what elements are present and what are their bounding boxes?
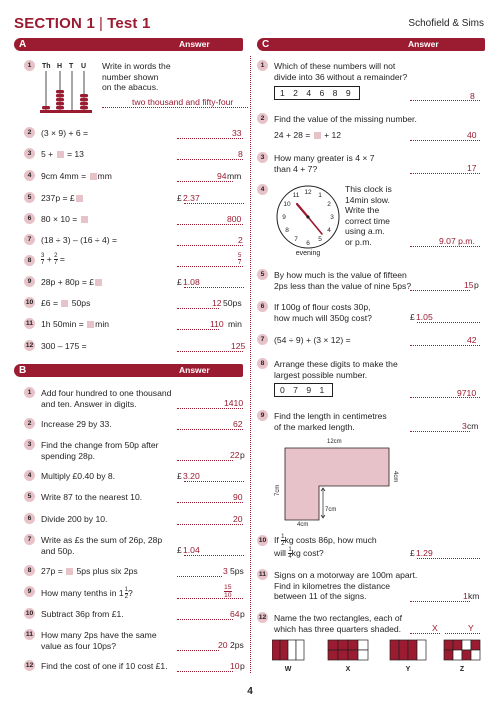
abacus-label-t: T: [69, 63, 74, 70]
abacus-label-th: Th: [42, 63, 51, 70]
question-text: Arrange these digits to make the largest possible number.: [274, 359, 398, 380]
question-number: 8: [24, 565, 35, 576]
answer-line: [177, 640, 219, 651]
answer-value: 9.07 p.m.: [439, 236, 475, 246]
missing-box: [66, 568, 73, 575]
digits-box: 0 7 9 1: [274, 383, 333, 397]
question-number: 5: [24, 491, 35, 502]
answer-line: [445, 623, 480, 634]
answer-value: 8: [238, 149, 243, 159]
question-text: Signs on a motorway are 100m apart. Find in kilometres the distance between 11 of the signs.: [274, 570, 418, 601]
label-inner: 7cm: [325, 507, 337, 513]
question-number: 7: [24, 234, 35, 245]
question-text: Multiply £0.40 by 8.: [41, 471, 116, 481]
page-title: [14, 15, 151, 32]
question-number: 5: [257, 269, 268, 280]
answer-value: 9710: [457, 388, 477, 398]
question-text: (3 × 9) + 6 =: [41, 128, 89, 138]
question-text: 27p = 5ps plus six 2ps: [41, 566, 138, 576]
question-text: This clock is 14min slow. Write the correct time using a.m. or p.m.: [345, 184, 392, 247]
question-number: 2: [257, 113, 268, 124]
question-number: 3: [257, 152, 268, 163]
answer-value: 22: [230, 450, 240, 460]
answer-value: 8: [470, 91, 475, 101]
answer-value: 800: [227, 214, 242, 224]
question-number: 7: [24, 534, 35, 545]
question-number: 5: [24, 192, 35, 203]
svg-text:3: 3: [330, 214, 334, 221]
question-text: 1h 50min = min: [41, 319, 110, 329]
column-divider: [250, 56, 251, 673]
missing-box: [87, 321, 94, 328]
answer-value: 1.08: [183, 277, 200, 287]
answer-value: 40: [467, 130, 477, 140]
answer-value: Y: [468, 623, 474, 633]
question-number: 2: [24, 127, 35, 138]
question-text: By how much is the value of fifteen 2ps less than the value of nine 5ps?: [274, 270, 412, 291]
question-number: 9: [24, 276, 35, 287]
answer-value: 125: [231, 341, 246, 351]
answer-value: 64: [230, 609, 240, 619]
question-number: 10: [25, 299, 34, 306]
svg-text:9: 9: [282, 214, 286, 221]
answer-line: [177, 149, 243, 160]
section-b: [24, 387, 249, 677]
answer-prefix: £: [177, 471, 182, 481]
answer-line: [177, 661, 233, 672]
question-text: 237p = £: [41, 193, 84, 204]
svg-text:2: 2: [327, 201, 331, 208]
answer-line: [177, 256, 243, 267]
answer-value: 3.20: [183, 471, 200, 481]
missing-box: [61, 300, 68, 307]
svg-text:7: 7: [294, 236, 298, 243]
question-text: Add four hundred to one thousand and ten. Answer in digits.: [41, 388, 172, 409]
answer-unit: p: [240, 661, 245, 671]
question-text: Find the value of the missing number.: [274, 114, 417, 124]
label-bottom: 4cm: [297, 522, 309, 528]
question-text: 9cm 4mm = mm: [41, 171, 112, 181]
question-text: Which of these numbers will not divide into 36 without a remainder?: [274, 61, 408, 82]
answer-value: 33: [232, 128, 242, 138]
question-number: 9: [24, 586, 35, 597]
fraction: $\frac{1}{2}$: [281, 534, 285, 548]
question-number: 7: [257, 334, 268, 345]
question-text-line: Write in words the: [102, 61, 171, 71]
svg-text:4: 4: [327, 227, 331, 234]
question-number: 11: [258, 571, 267, 578]
section-b-letter: B: [19, 365, 27, 376]
question-text: 300 – 175 =: [41, 341, 87, 351]
svg-text:8: 8: [285, 227, 289, 234]
answer-line: [184, 193, 244, 204]
l-shape-diagram: [271, 436, 411, 530]
svg-text:11: 11: [292, 192, 300, 199]
question-text: If $\frac{1}{2}$ kg costs 86p, how much will $\frac{1}{4}$ kg cost?: [274, 534, 377, 561]
answer-unit: km: [468, 591, 480, 601]
section-c-answer-label: Answer: [408, 39, 439, 49]
answer-value: 2: [238, 235, 243, 245]
publisher-name: Schofield & Sims: [408, 18, 484, 29]
question-text-line: number shown: [102, 71, 159, 82]
answer-value: two thousand and fifty-four: [132, 97, 234, 107]
question-text: 28p + 80p = £: [41, 277, 103, 288]
answer-unit: 5ps: [230, 566, 244, 576]
clock-image: [273, 184, 343, 258]
abacus-labels: [42, 63, 86, 70]
question-text: (54 ÷ 9) + (3 × 12) =: [274, 335, 351, 345]
question-text: How many tenths in 1 $\frac{1}{2}$ ?: [41, 587, 133, 600]
abacus-label-u: U: [81, 63, 87, 70]
question-text: How many greater is 4 × 7 than 4 + 7?: [274, 153, 375, 174]
answer-line: [177, 450, 233, 461]
answer-unit: 50ps: [223, 298, 242, 308]
answer-unit: p: [240, 450, 245, 460]
clock-caption: evening: [295, 250, 321, 257]
test-title: Test 1: [107, 15, 151, 32]
answer-prefix: £: [177, 545, 182, 555]
question-equation: 24 + 28 = + 12: [274, 130, 342, 140]
rect-label-w: W: [284, 666, 292, 673]
svg-text:1: 1: [318, 192, 322, 199]
question-text: 80 × 10 =: [41, 214, 89, 225]
section-title: SECTION 1: [14, 15, 95, 32]
rect-label-y: Y: [405, 666, 411, 673]
answer-line: [177, 588, 243, 599]
answer-prefix: £: [177, 193, 182, 203]
svg-text:12: 12: [304, 189, 312, 196]
question-text: [102, 61, 171, 93]
answer-line: [184, 277, 244, 288]
section-a: [24, 60, 249, 360]
question-text: (18 ÷ 3) – (16 ÷ 4) =: [41, 235, 118, 245]
rectangles-diagram: [272, 638, 482, 678]
answer-prefix: £: [177, 277, 182, 287]
question-text: Name the two rectangles, each of which has three quarters shaded.: [274, 613, 403, 634]
question-number: 10: [258, 537, 267, 544]
question-text: $\frac{3}{7}$ + $\frac{2}{7}$ =: [41, 253, 65, 266]
question-text: 5 + = 13: [41, 149, 84, 159]
answer-value: 90: [233, 492, 243, 502]
question-text: Subtract 36p from £1.: [41, 609, 124, 619]
section-b-answer-label: Answer: [179, 365, 210, 375]
fraction: $\frac{1}{4}$: [288, 547, 292, 561]
missing-box: [90, 173, 97, 180]
question-text: Increase 29 by 33.: [41, 419, 112, 429]
label-top: 12cm: [327, 439, 342, 445]
section-c-letter: C: [262, 39, 270, 50]
answer-value: 3: [223, 566, 228, 576]
answer-value: 1.04: [183, 545, 200, 555]
answer-prefix: £: [410, 548, 415, 558]
section-a-answer-label: Answer: [179, 39, 210, 49]
svg-text:6: 6: [306, 240, 310, 247]
answer-value: 1.05: [416, 312, 433, 322]
question-number: 8: [24, 255, 35, 266]
answer-unit: 2ps: [230, 640, 244, 650]
question-number: 6: [24, 213, 35, 224]
abacus-image: [38, 60, 98, 116]
answer-line: [417, 548, 480, 559]
section-a-letter: A: [19, 39, 27, 50]
section-c: [257, 60, 487, 685]
answer-value: 1.29: [416, 548, 433, 558]
question-text: Find the cost of one if 10 cost £1.: [41, 661, 168, 671]
section-a-bar: [14, 38, 243, 51]
question-number: 4: [24, 470, 35, 481]
svg-text:10: 10: [283, 201, 291, 208]
abacus-label-h: H: [57, 63, 63, 70]
question-number: 9: [257, 410, 268, 421]
question-number: 6: [257, 301, 268, 312]
answer-value: 1: [463, 591, 468, 601]
question-text-line: on the abacus.: [102, 82, 159, 92]
question-number: 2: [24, 418, 35, 429]
answer-unit: cm: [467, 421, 479, 431]
answer-line: [417, 312, 480, 323]
question-number: 3: [24, 439, 35, 450]
question-number: 12: [25, 342, 34, 349]
answer-value: 10: [230, 661, 240, 671]
answer-value: 12: [212, 298, 222, 308]
question-number: 3: [24, 148, 35, 159]
answer-value: 20: [218, 640, 228, 650]
question-number: 12: [25, 662, 34, 669]
question-text: £6 = 50ps: [41, 298, 91, 308]
missing-box: [314, 132, 321, 139]
question-text: If 100g of flour costs 30p, how much will 350g cost?: [274, 302, 372, 323]
answer-value: 42: [467, 335, 477, 345]
rect-label-x: X: [345, 666, 351, 673]
answer-unit: p: [474, 280, 479, 290]
question-number: 4: [257, 184, 268, 195]
section-b-bar: [14, 364, 243, 377]
fraction: $\frac{2}{7}$: [54, 253, 58, 266]
label-left: 7cm: [275, 484, 281, 496]
answer-value: X: [432, 623, 438, 633]
answer-value: 5 7: [238, 253, 242, 266]
number-box: 1 2 4 6 8 9: [274, 86, 360, 100]
svg-text:5: 5: [318, 236, 322, 243]
section-c-bar: [257, 38, 485, 51]
question-number: 11: [25, 320, 34, 327]
question-number: 11: [25, 631, 34, 638]
page-number: 4: [247, 686, 253, 697]
title-separator: |: [98, 15, 104, 32]
answer-unit: mm: [227, 171, 242, 181]
answer-value: 1410: [224, 398, 244, 408]
answer-line: [177, 235, 243, 246]
question-text: Divide 200 by 10.: [41, 514, 108, 524]
missing-box: [95, 279, 102, 286]
answer-unit: p: [240, 609, 245, 619]
answer-line: [177, 609, 233, 620]
answer-line: [410, 591, 470, 602]
question-number: 10: [25, 610, 34, 617]
answer-line: [410, 280, 470, 291]
fraction: $\frac{1}{2}$: [124, 587, 128, 600]
answer-line: [177, 566, 222, 577]
answer-value: 3: [462, 421, 467, 431]
answer-prefix: £: [410, 312, 415, 322]
question-text: Write as £s the sum of 26p, 28p and 50p.: [41, 535, 163, 556]
missing-box: [57, 151, 64, 158]
question-number: 6: [24, 513, 35, 524]
question-number: 1: [24, 60, 35, 71]
answer-line: [184, 545, 244, 556]
rect-label-z: Z: [459, 666, 465, 673]
answer-line: [184, 471, 244, 482]
answer-value: 15 10: [224, 584, 232, 599]
answer-value: 94: [217, 171, 227, 181]
missing-box: [81, 216, 88, 223]
answer-value: 2.37: [183, 193, 200, 203]
answer-value: 17: [467, 163, 477, 173]
question-text: Find the length in centimetres of the marked length.: [274, 411, 387, 432]
question-number: 1: [257, 60, 268, 71]
missing-box: [76, 195, 83, 202]
answer-value: 110: [210, 319, 224, 329]
answer-line: [410, 421, 470, 432]
answer-value: 20: [233, 514, 243, 524]
question-number: 1: [24, 387, 35, 398]
question-number: 4: [24, 170, 35, 181]
answer-unit: min: [228, 319, 242, 329]
answer-value: 15: [464, 280, 474, 290]
question-text: How many 2ps have the same value as four 10ps?: [41, 630, 157, 651]
question-number: 8: [257, 358, 268, 369]
label-right: 4cm: [392, 471, 398, 483]
question-text: Write 87 to the nearest 10.: [41, 492, 143, 502]
answer-value: 62: [233, 419, 243, 429]
question-text: Find the change from 50p after spending 28p.: [41, 440, 159, 461]
fraction: $\frac{3}{7}$: [41, 253, 45, 266]
question-number: 12: [258, 614, 267, 621]
